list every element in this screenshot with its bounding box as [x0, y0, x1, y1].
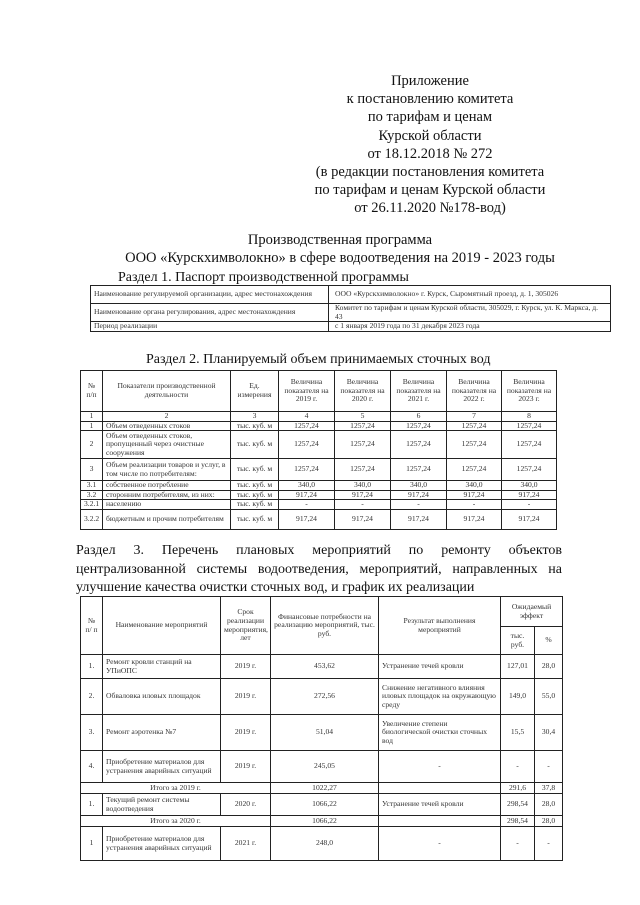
- row-value: 1257,24: [279, 459, 335, 481]
- row-name: Приобретение материалов для устранения аварийных ситуаций: [103, 827, 221, 861]
- row-value: 1257,24: [447, 431, 502, 459]
- total-effect-pct: 28,0: [535, 816, 563, 827]
- row-term: 2021 г.: [221, 827, 271, 861]
- row-result: Снижение негативного влияния иловых площадок на окружающую среду: [379, 679, 501, 715]
- total-label: Итого за 2019 г.: [81, 783, 271, 794]
- row-finance: 245,05: [271, 751, 379, 783]
- column-number: 1: [81, 412, 103, 422]
- row-term: 2019 г.: [221, 715, 271, 751]
- column-header: тыс. руб.: [501, 627, 535, 655]
- row-value: 917,24: [335, 509, 391, 529]
- column-number-row: [81, 412, 557, 422]
- row-term: 2020 г.: [221, 794, 271, 816]
- table-row: [81, 715, 563, 751]
- row-unit: тыс. куб. м: [231, 481, 279, 491]
- row-term: 2019 г.: [221, 751, 271, 783]
- row-number: 4.: [81, 751, 103, 783]
- column-header: Величина показателя на 2022 г.: [447, 371, 502, 412]
- row-result: Устранение течей кровли: [379, 655, 501, 679]
- row-effect-pct: -: [535, 827, 563, 861]
- column-header: Финансовые потребности на реализацию мероприятий, тыс. руб.: [271, 597, 379, 655]
- row-name: Объем отведенных стоков: [103, 421, 231, 431]
- appendix-line: Курской области: [378, 127, 482, 144]
- row-value: 1257,24: [335, 421, 391, 431]
- table-row: [81, 794, 563, 816]
- section3-heading-line: улучшение качества очистки сточных вод, и график их реализации: [76, 580, 475, 595]
- table-row: [91, 322, 611, 332]
- table-row: [91, 304, 611, 322]
- column-header: Наименование мероприятий: [103, 597, 221, 655]
- row-number: 2.: [81, 679, 103, 715]
- total-label: Итого за 2020 г.: [81, 816, 271, 827]
- table-row: [81, 431, 557, 459]
- row-value: 1257,24: [335, 459, 391, 481]
- row-value: 917,24: [391, 490, 447, 500]
- row-number: 3.2.2: [81, 509, 103, 529]
- appendix-line: от 26.11.2020 №178-вод): [354, 200, 506, 217]
- table-row: [81, 679, 563, 715]
- row-effect: -: [501, 751, 535, 783]
- row-number: 3.2: [81, 490, 103, 500]
- section1-heading: Раздел 1. Паспорт производственной программы: [118, 270, 409, 285]
- column-header: Результат выполнения мероприятий: [379, 597, 501, 655]
- table-row: [81, 459, 557, 481]
- row-value: 917,24: [391, 509, 447, 529]
- row-value: 1257,24: [502, 431, 557, 459]
- row-name: Обваловка иловых площадок: [103, 679, 221, 715]
- column-number: 5: [335, 412, 391, 422]
- row-value: 1257,24: [447, 421, 502, 431]
- row-value: 1257,24: [335, 431, 391, 459]
- passport-label: Период реализации: [91, 322, 329, 332]
- row-result: Увеличение степени биологической очистки сточных вод: [379, 715, 501, 751]
- measures-table: [80, 596, 563, 861]
- row-value: 1257,24: [391, 459, 447, 481]
- appendix-line: Приложение: [391, 73, 469, 89]
- table-row: [81, 751, 563, 783]
- row-effect: 127,01: [501, 655, 535, 679]
- row-value: -: [391, 500, 447, 510]
- table-row: [81, 655, 563, 679]
- row-effect: 298,54: [501, 794, 535, 816]
- empty-cell: [379, 783, 501, 794]
- section3-heading: [76, 542, 562, 598]
- row-value: 1257,24: [502, 421, 557, 431]
- program-subtitle: ООО «Курскхимволокно» в сфере водоотведения на 2019 - 2023 годы: [125, 250, 555, 266]
- column-number: 6: [391, 412, 447, 422]
- row-value: -: [502, 500, 557, 510]
- passport-label: Наименование регулируемой организации, адрес местонахождения: [91, 286, 329, 304]
- column-header: Величина показателя на 2023 г.: [502, 371, 557, 412]
- row-number: 1.: [81, 655, 103, 679]
- program-title: Производственная программа: [247, 232, 433, 248]
- passport-table: [90, 285, 611, 332]
- column-number: 3: [231, 412, 279, 422]
- passport-label: Наименование органа регулирования, адрес местонахождения: [91, 304, 329, 322]
- row-number: 3: [81, 459, 103, 481]
- row-name: Текущий ремонт системы водоотведения: [103, 794, 221, 816]
- table-row: [81, 481, 557, 491]
- column-header: Ожидаемый эффект: [501, 597, 563, 627]
- row-number: 1: [81, 827, 103, 861]
- row-name: Объем реализации товаров и услуг, в том числе по потребителям:: [103, 459, 231, 481]
- table-row: [91, 286, 611, 304]
- total-effect: 298,54: [501, 816, 535, 827]
- table-row: [81, 490, 557, 500]
- row-result: Устранение течей кровли: [379, 794, 501, 816]
- row-value: 917,24: [279, 490, 335, 500]
- appendix-line: по тарифам и ценам Курской области: [314, 182, 546, 199]
- row-unit: тыс. куб. м: [231, 509, 279, 529]
- volume-table: [80, 370, 557, 530]
- row-unit: тыс. куб. м: [231, 431, 279, 459]
- column-number: 7: [447, 412, 502, 422]
- row-value: 340,0: [447, 481, 502, 491]
- row-unit: тыс. куб. м: [231, 500, 279, 510]
- row-value: 917,24: [502, 509, 557, 529]
- row-finance: 51,04: [271, 715, 379, 751]
- column-number: 8: [502, 412, 557, 422]
- row-name: сторонним потребителям, из них:: [103, 490, 231, 500]
- appendix-line: по тарифам и ценам: [367, 109, 493, 126]
- row-value: 340,0: [279, 481, 335, 491]
- row-number: 3.1: [81, 481, 103, 491]
- passport-value: ООО «Курскхимволокно» г. Курск, Сыромятный проезд, д. 1, 305026: [329, 286, 611, 304]
- row-value: 1257,24: [279, 421, 335, 431]
- column-header: Ед. измерения: [231, 371, 279, 412]
- column-header: Величина показателя на 2019 г.: [279, 371, 335, 412]
- row-value: -: [335, 500, 391, 510]
- table-row: [81, 509, 557, 529]
- passport-value: Комитет по тарифам и ценам Курской области, 305029, г. Курск, ул. К. Маркса, д. 43: [329, 304, 611, 322]
- row-effect: 15,5: [501, 715, 535, 751]
- appendix-line: от 18.12.2018 № 272: [367, 145, 493, 162]
- table-header-row: [81, 371, 557, 412]
- total-finance: 1022,27: [271, 783, 379, 794]
- row-effect-pct: 28,0: [535, 655, 563, 679]
- row-name: Ремонт аэротенка №7: [103, 715, 221, 751]
- table-row: [81, 827, 563, 861]
- column-header: № п/ п: [81, 597, 103, 655]
- table-row: [81, 500, 557, 510]
- row-finance: 248,0: [271, 827, 379, 861]
- row-number: 3.: [81, 715, 103, 751]
- row-value: 1257,24: [391, 431, 447, 459]
- total-finance: 1066,22: [271, 816, 379, 827]
- appendix-line: к постановлению комитета: [346, 91, 514, 108]
- row-value: 917,24: [335, 490, 391, 500]
- column-header: Величина показателя на 2020 г.: [335, 371, 391, 412]
- row-value: 917,24: [447, 490, 502, 500]
- row-effect: 149,0: [501, 679, 535, 715]
- row-term: 2019 г.: [221, 655, 271, 679]
- row-value: 917,24: [279, 509, 335, 529]
- section2-heading: Раздел 2. Планируемый объем принимаемых сточных вод: [146, 352, 491, 367]
- table-header-row: [81, 597, 563, 627]
- column-header: Показатели производственной деятельности: [103, 371, 231, 412]
- row-name: Приобретение материалов для устранения аварийных ситуаций: [103, 751, 221, 783]
- row-number: 1: [81, 421, 103, 431]
- row-name: населению: [103, 500, 231, 510]
- row-value: 340,0: [502, 481, 557, 491]
- row-effect: -: [501, 827, 535, 861]
- column-header: Величина показателя на 2021 г.: [391, 371, 447, 412]
- row-name: собственное потребление: [103, 481, 231, 491]
- row-value: 340,0: [391, 481, 447, 491]
- row-result: -: [379, 827, 501, 861]
- column-header: Срок реализации мероприятия, лет: [221, 597, 271, 655]
- total-effect: 291,6: [501, 783, 535, 794]
- column-number: 4: [279, 412, 335, 422]
- row-value: 1257,24: [391, 421, 447, 431]
- total-effect-pct: 37,8: [535, 783, 563, 794]
- row-result: -: [379, 751, 501, 783]
- row-number: 2: [81, 431, 103, 459]
- row-value: 340,0: [335, 481, 391, 491]
- row-value: 1257,24: [447, 459, 502, 481]
- row-name: Объем отведенных стоков, пропущенный через очистные сооружения: [103, 431, 231, 459]
- row-finance: 1066,22: [271, 794, 379, 816]
- row-term: 2019 г.: [221, 679, 271, 715]
- row-effect-pct: 28,0: [535, 794, 563, 816]
- row-value: 1257,24: [279, 431, 335, 459]
- row-finance: 272,56: [271, 679, 379, 715]
- row-number: 1.: [81, 794, 103, 816]
- row-value: -: [279, 500, 335, 510]
- row-value: 1257,24: [502, 459, 557, 481]
- row-value: -: [447, 500, 502, 510]
- row-effect-pct: 55,0: [535, 679, 563, 715]
- row-unit: тыс. куб. м: [231, 490, 279, 500]
- row-unit: тыс. куб. м: [231, 421, 279, 431]
- column-header: № п/п: [81, 371, 103, 412]
- row-name: Ремонт кровли станций на УПиОПС: [103, 655, 221, 679]
- row-effect-pct: -: [535, 751, 563, 783]
- total-row: [81, 816, 563, 827]
- table-row: [81, 421, 557, 431]
- row-number: 3.2.1: [81, 500, 103, 510]
- row-name: бюджетным и прочим потребителям: [103, 509, 231, 529]
- total-row: [81, 783, 563, 794]
- appendix-line: (в редакции постановления комитета: [315, 164, 545, 181]
- row-finance: 453,62: [271, 655, 379, 679]
- section3-heading-line: централизованной системы водоотведения, мероприятий, направленных на: [76, 561, 562, 577]
- row-value: 917,24: [447, 509, 502, 529]
- empty-cell: [379, 816, 501, 827]
- column-header: %: [535, 627, 563, 655]
- row-value: 917,24: [502, 490, 557, 500]
- column-number: 2: [103, 412, 231, 422]
- appendix-block: [270, 72, 590, 218]
- section3-heading-line: Раздел 3. Перечень плановых мероприятий по ремонту объектов: [76, 543, 562, 558]
- row-unit: тыс. куб. м: [231, 459, 279, 481]
- passport-value: с 1 января 2019 года по 31 декабря 2023 года: [329, 322, 611, 332]
- row-effect-pct: 30,4: [535, 715, 563, 751]
